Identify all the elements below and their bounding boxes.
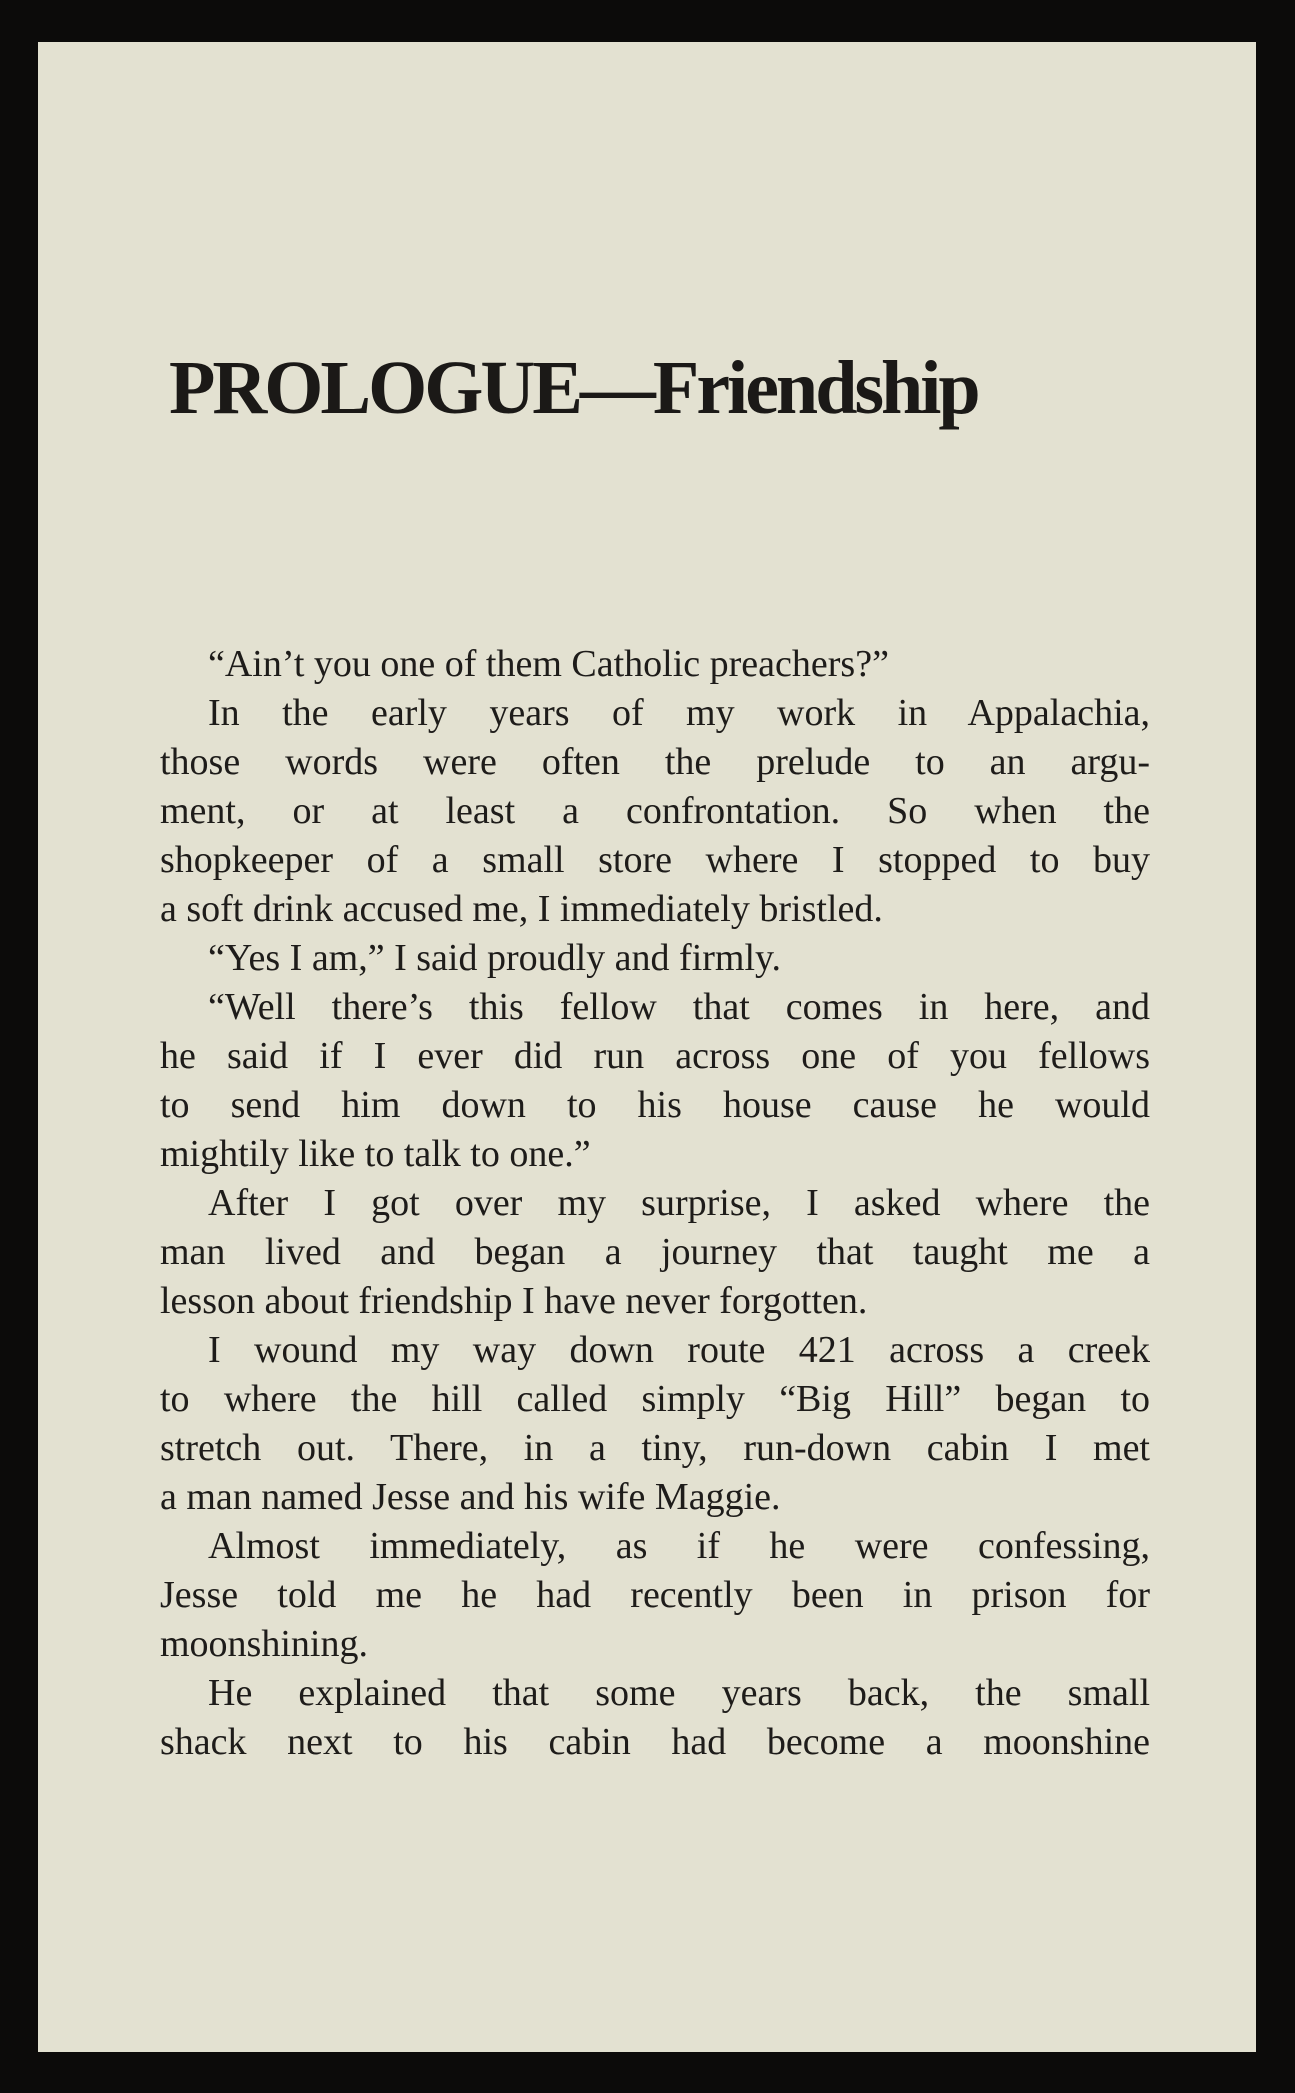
text-line: In the early years of my work in Appalachia, (208, 692, 1150, 734)
text-line: shack next to his cabin had become a moonshine (160, 1721, 1150, 1763)
text-line: those words were often the prelude to an argu- (160, 741, 1150, 783)
text-line: “Yes I am,” I said proudly and firmly. (208, 937, 782, 979)
text-line: to send him down to his house cause he would (160, 1084, 1150, 1126)
book-page (38, 42, 1256, 2052)
text-line: Almost immediately, as if he were confessing, (208, 1525, 1150, 1567)
text-line: he said if I ever did run across one of you fellows (160, 1035, 1150, 1077)
text-line: ment, or at least a confrontation. So when the (160, 790, 1150, 832)
text-line: a soft drink accused me, I immediately bristled. (160, 888, 883, 930)
text-line: “Ain’t you one of them Catholic preachers?” (208, 643, 889, 685)
text-line: Jesse told me he had recently been in prison for (160, 1574, 1150, 1616)
text-line: lesson about friendship I have never forgotten. (160, 1280, 868, 1322)
text-line: a man named Jesse and his wife Maggie. (160, 1476, 781, 1518)
text-line: shopkeeper of a small store where I stopped to buy (160, 839, 1150, 881)
text-line: stretch out. There, in a tiny, run-down cabin I met (160, 1427, 1150, 1469)
text-line: mightily like to talk to one.” (160, 1133, 591, 1175)
text-line: “Well there’s this fellow that comes in here, and (208, 986, 1150, 1028)
chapter-title: PROLOGUE—Friendship (169, 346, 978, 430)
chapter-body (160, 640, 1150, 1767)
text-line: to where the hill called simply “Big Hill” began to (160, 1378, 1150, 1420)
text-line: After I got over my surprise, I asked where the (208, 1182, 1150, 1224)
text-line: I wound my way down route 421 across a creek (208, 1329, 1150, 1371)
text-line: man lived and began a journey that taught me a (160, 1231, 1150, 1273)
text-line: moonshining. (160, 1623, 368, 1665)
text-line: He explained that some years back, the small (208, 1672, 1150, 1714)
